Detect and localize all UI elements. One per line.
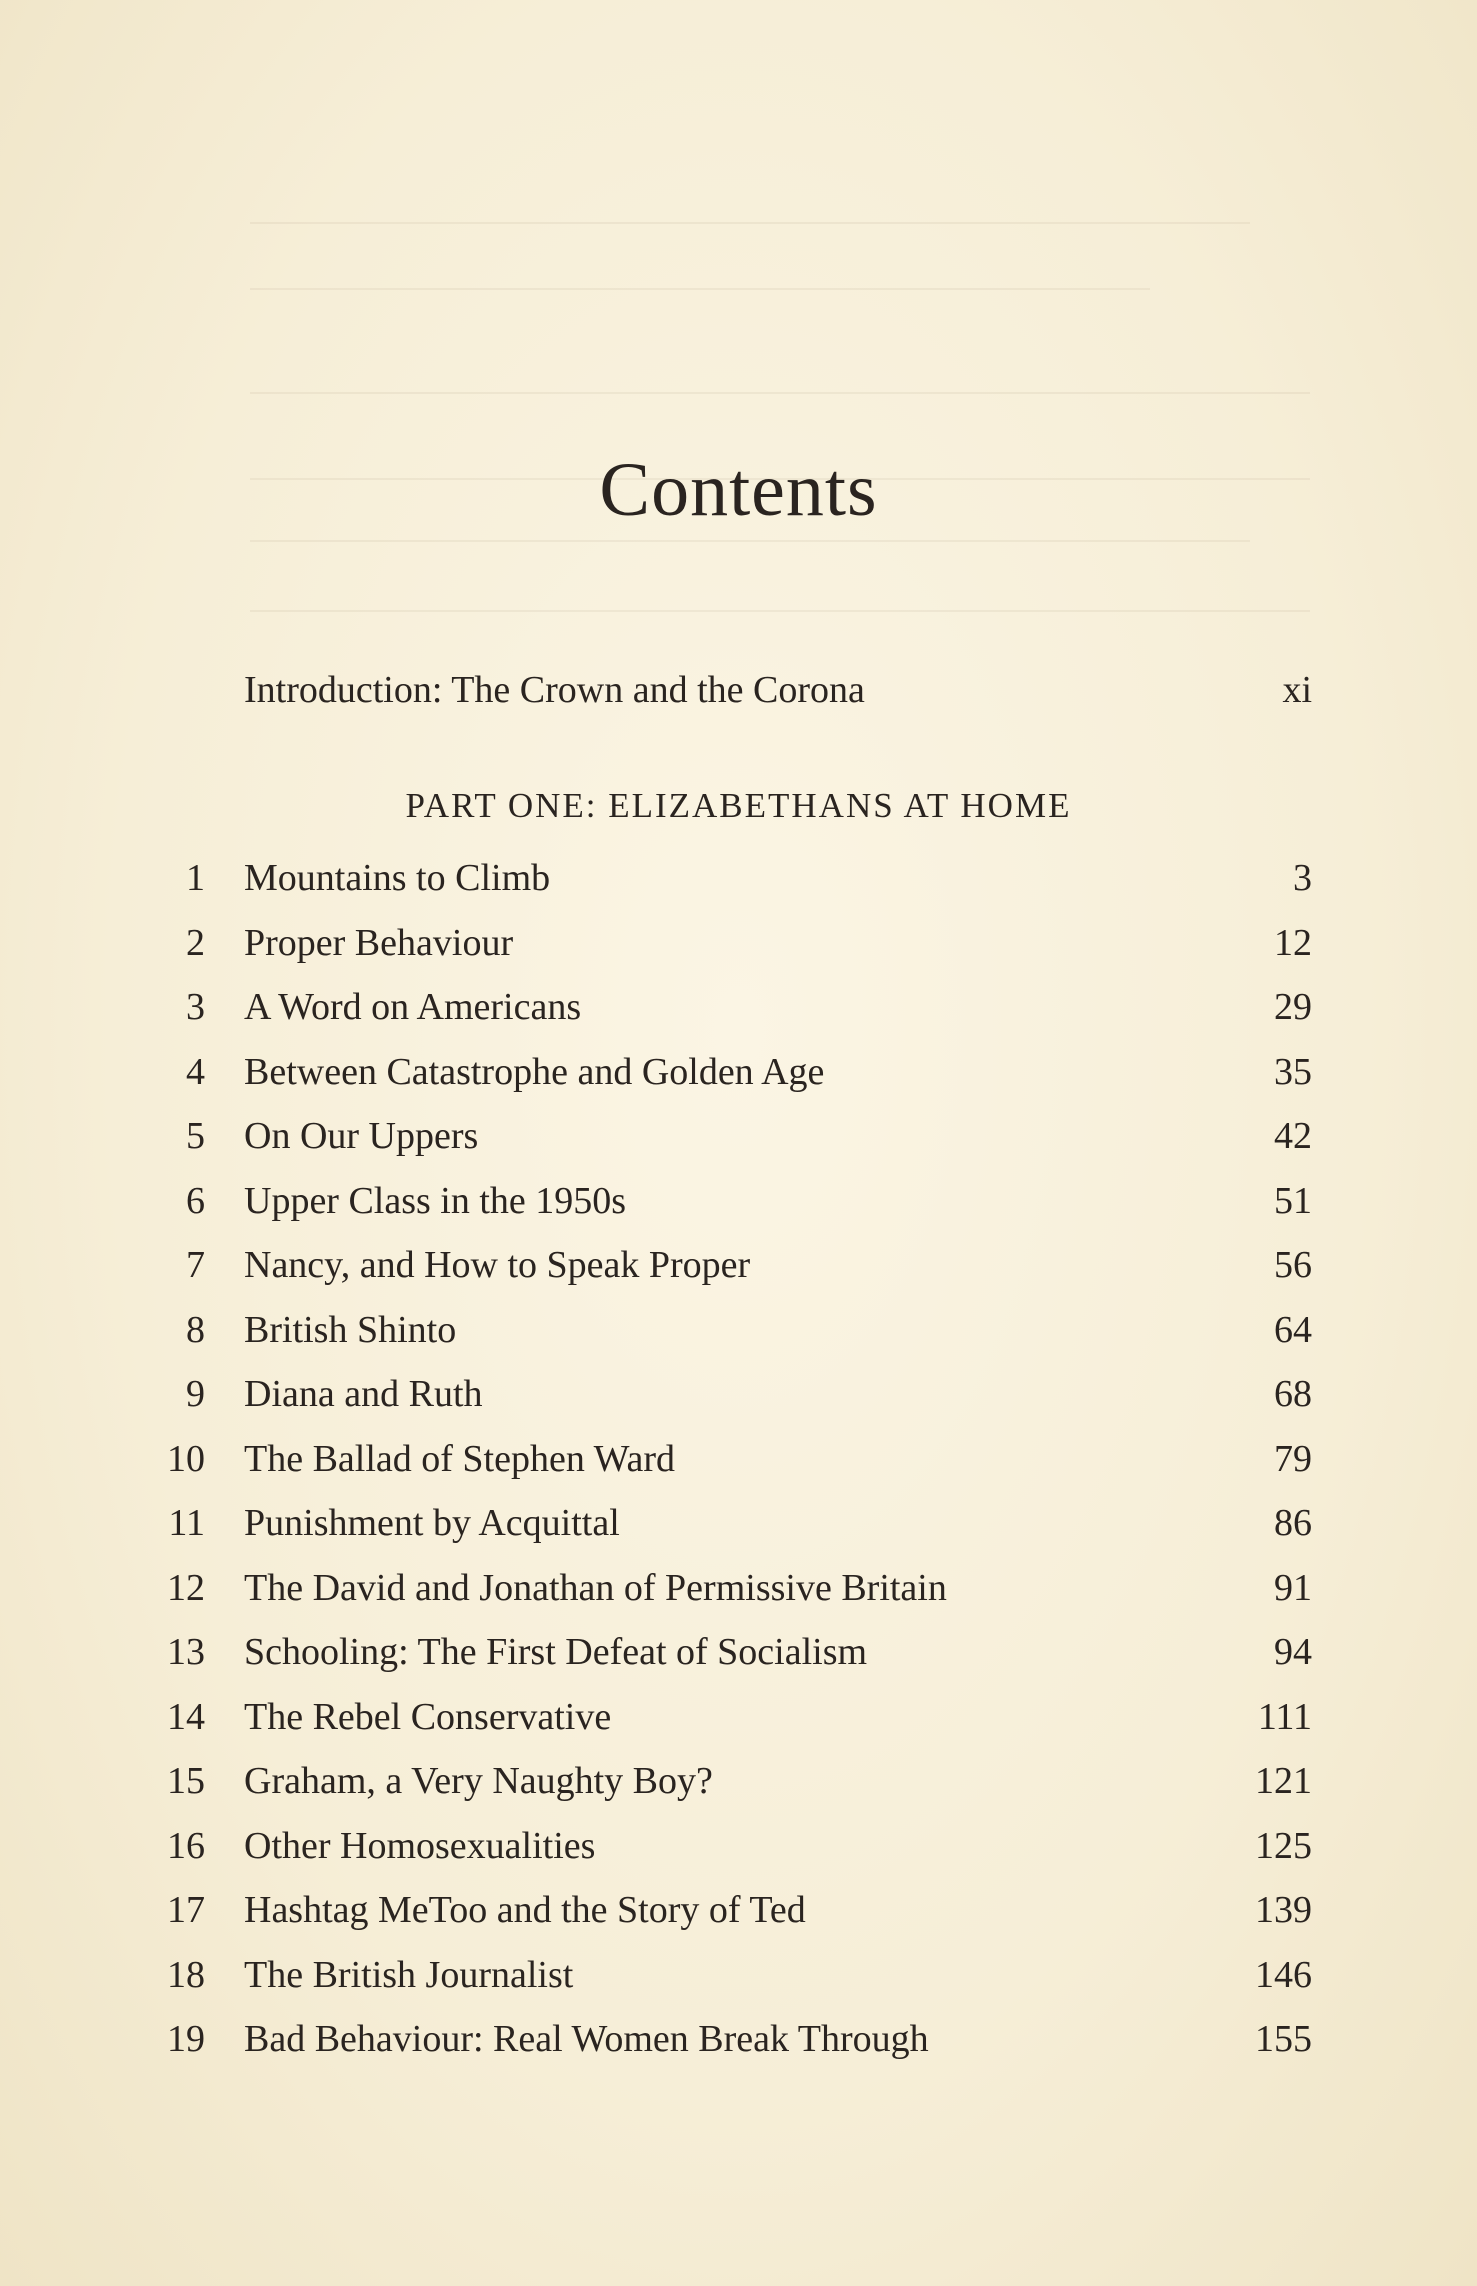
- chapter-number: 4: [186, 1050, 205, 1093]
- toc-entry[interactable]: [0, 1491, 1477, 1556]
- chapter-page-number: 146: [1255, 1953, 1312, 1996]
- entry-page-number: xi: [1282, 669, 1312, 711]
- chapter-title: Graham, a Very Naughty Boy?: [244, 1760, 713, 1802]
- bleed-through-line: [250, 392, 1310, 394]
- chapter-title: Punishment by Acquittal: [244, 1502, 620, 1544]
- chapter-title: Bad Behaviour: Real Women Break Through: [244, 2018, 929, 2060]
- toc-entry-introduction[interactable]: [0, 660, 1477, 720]
- bleed-through-line: [250, 540, 1250, 542]
- chapter-number: 1: [186, 857, 205, 899]
- chapter-title: On Our Uppers: [244, 1115, 479, 1157]
- part-label: PART ONE: ELIZABETHANS AT HOME: [405, 786, 1072, 825]
- chapter-page-number: 86: [1274, 1502, 1312, 1544]
- toc-entry[interactable]: [0, 1749, 1477, 1814]
- chapter-list: [0, 846, 1477, 2072]
- chapter-title: Diana and Ruth: [244, 1373, 483, 1415]
- chapter-number: 6: [186, 1179, 205, 1222]
- chapter-page-number: 79: [1274, 1437, 1312, 1480]
- toc-entry[interactable]: [0, 911, 1477, 976]
- toc-entry[interactable]: [0, 1104, 1477, 1169]
- chapter-title: Proper Behaviour: [244, 921, 514, 964]
- chapter-number: 9: [186, 1373, 205, 1415]
- chapter-number: 16: [167, 1824, 205, 1867]
- chapter-title: Hashtag MeToo and the Story of Ted: [244, 1889, 806, 1931]
- chapter-page-number: 155: [1255, 2018, 1312, 2060]
- chapter-number: 15: [167, 1760, 205, 1802]
- chapter-number: 2: [186, 921, 205, 964]
- toc-entry[interactable]: [0, 1040, 1477, 1105]
- bleed-through-line: [250, 610, 1310, 612]
- chapter-title: Nancy, and How to Speak Proper: [244, 1244, 751, 1286]
- chapter-page-number: 139: [1255, 1889, 1312, 1931]
- chapter-page-number: 12: [1274, 921, 1312, 964]
- toc-entry[interactable]: [0, 975, 1477, 1040]
- chapter-number: 17: [167, 1889, 205, 1931]
- chapter-number: 14: [167, 1695, 205, 1738]
- chapter-number: 5: [186, 1115, 205, 1157]
- chapter-number: 11: [168, 1502, 205, 1544]
- chapter-title: Upper Class in the 1950s: [244, 1179, 627, 1222]
- chapter-page-number: 111: [1257, 1695, 1312, 1738]
- chapter-page-number: 35: [1274, 1050, 1312, 1093]
- toc-entry[interactable]: [0, 2007, 1477, 2072]
- toc-entry[interactable]: [0, 1814, 1477, 1879]
- chapter-number: 3: [186, 986, 205, 1028]
- chapter-page-number: 56: [1274, 1244, 1312, 1286]
- chapter-title: A Word on Americans: [244, 986, 582, 1028]
- toc-entry[interactable]: [0, 846, 1477, 911]
- chapter-title: Between Catastrophe and Golden Age: [244, 1050, 825, 1093]
- chapter-number: 19: [167, 2018, 205, 2060]
- entry-title: Introduction: The Crown and the Corona: [244, 669, 865, 711]
- chapter-page-number: 64: [1274, 1308, 1312, 1351]
- chapter-title: The David and Jonathan of Permissive Britain: [244, 1566, 947, 1609]
- toc-entry[interactable]: [0, 1685, 1477, 1750]
- chapter-page-number: 68: [1274, 1373, 1312, 1415]
- chapter-page-number: 94: [1274, 1631, 1312, 1673]
- chapter-title: The Ballad of Stephen Ward: [244, 1437, 676, 1480]
- bleed-through-line: [250, 222, 1250, 224]
- toc-entry[interactable]: [0, 1943, 1477, 2008]
- toc-entry[interactable]: [0, 1169, 1477, 1234]
- toc-entry[interactable]: [0, 1298, 1477, 1363]
- chapter-number: 13: [167, 1631, 205, 1673]
- chapter-page-number: 121: [1255, 1760, 1312, 1802]
- chapter-number: 8: [186, 1308, 205, 1351]
- chapter-title: Schooling: The First Defeat of Socialism: [244, 1631, 868, 1673]
- chapter-number: 18: [167, 1953, 205, 1996]
- chapter-title: Mountains to Climb: [244, 857, 551, 899]
- chapter-page-number: 91: [1274, 1566, 1312, 1609]
- chapter-page-number: 3: [1293, 857, 1312, 899]
- bleed-through-line: [250, 288, 1150, 290]
- chapter-title: The Rebel Conservative: [244, 1695, 612, 1738]
- chapter-page-number: 125: [1255, 1824, 1312, 1867]
- toc-entry[interactable]: [0, 1556, 1477, 1621]
- toc-entry[interactable]: [0, 1427, 1477, 1492]
- toc-entry[interactable]: [0, 1362, 1477, 1427]
- page-title: Contents: [599, 448, 878, 532]
- chapter-page-number: 42: [1274, 1115, 1312, 1157]
- part-heading: [0, 776, 1477, 836]
- chapter-page-number: 29: [1274, 986, 1312, 1028]
- chapter-page-number: 51: [1274, 1179, 1312, 1222]
- toc-entry[interactable]: [0, 1620, 1477, 1685]
- toc-entry[interactable]: [0, 1878, 1477, 1943]
- chapter-number: 7: [186, 1244, 205, 1286]
- chapter-number: 10: [167, 1437, 205, 1480]
- toc-entry[interactable]: [0, 1233, 1477, 1298]
- chapter-title: British Shinto: [244, 1308, 457, 1351]
- chapter-title: Other Homosexualities: [244, 1824, 596, 1867]
- chapter-title: The British Journalist: [244, 1953, 574, 1996]
- chapter-number: 12: [167, 1566, 205, 1609]
